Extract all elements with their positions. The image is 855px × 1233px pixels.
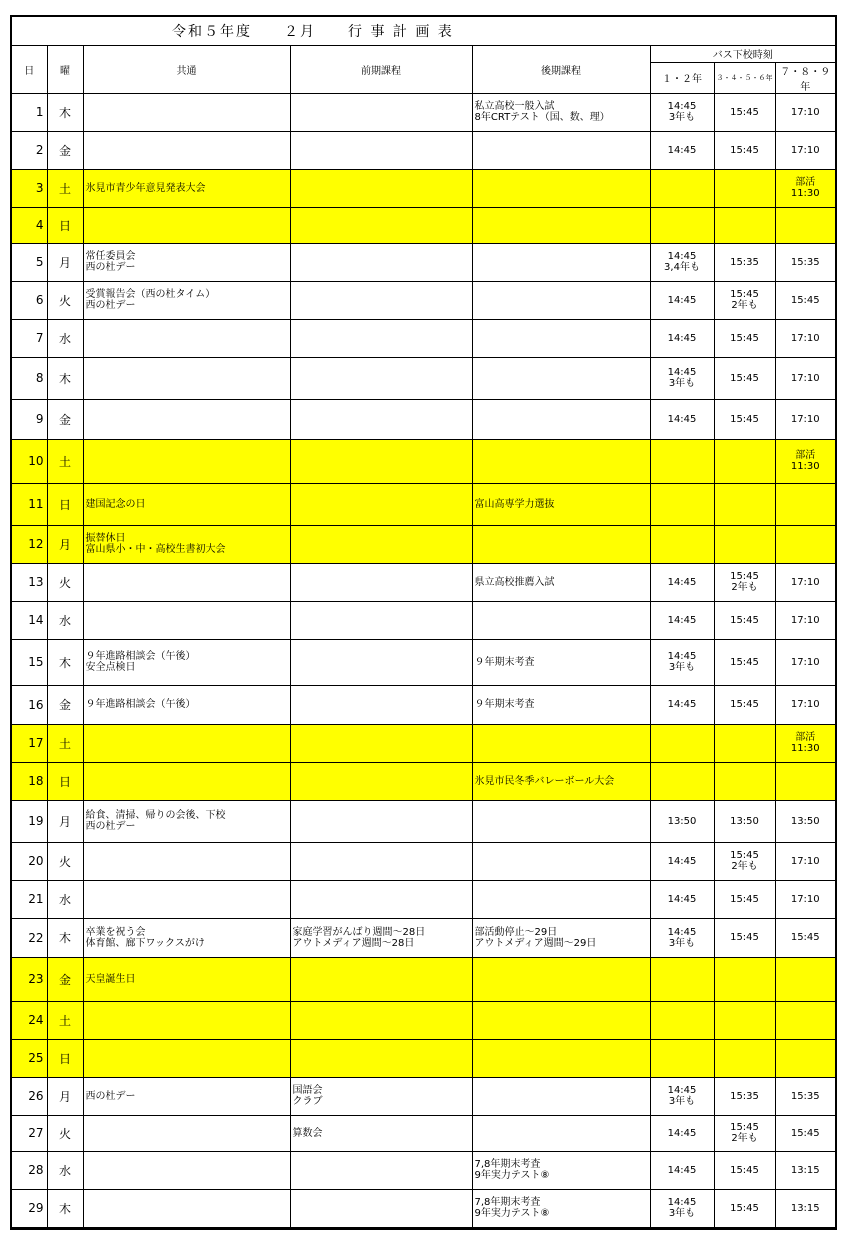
header-bus-grade789: ７・８・９年 xyxy=(775,62,835,93)
day-cell: 5 xyxy=(12,243,47,281)
bus-time-grade12: 14:45 3年も xyxy=(650,1189,714,1227)
day-cell: 26 xyxy=(12,1077,47,1115)
day-cell: 20 xyxy=(12,842,47,880)
early-course-cell xyxy=(290,563,472,601)
common-event-cell xyxy=(83,601,290,639)
common-event-cell xyxy=(83,724,290,762)
early-course-cell xyxy=(290,1039,472,1077)
late-course-cell: 7,8年期末考査 9年実力テスト⑧ xyxy=(472,1189,650,1227)
bus-time-grade789: 部活 11:30 xyxy=(775,439,835,483)
bus-time-grade12 xyxy=(650,957,714,1001)
bus-time-grade789: 17:10 xyxy=(775,399,835,439)
schedule-row xyxy=(12,601,835,639)
day-cell: 3 xyxy=(12,169,47,207)
weekday-cell: 木 xyxy=(47,1189,83,1227)
bus-time-grade3456: 15:45 xyxy=(714,131,775,169)
common-event-cell xyxy=(83,762,290,800)
bus-time-grade12 xyxy=(650,724,714,762)
schedule-row xyxy=(12,639,835,685)
bus-time-grade789: 13:15 xyxy=(775,1151,835,1189)
early-course-cell xyxy=(290,957,472,1001)
schedule-row xyxy=(12,918,835,957)
bus-time-grade789: 15:45 xyxy=(775,281,835,319)
weekday-cell: 土 xyxy=(47,724,83,762)
weekday-cell: 月 xyxy=(47,1077,83,1115)
early-course-cell xyxy=(290,1189,472,1227)
common-event-cell: ９年進路相談会（午後） 安全点検日 xyxy=(83,639,290,685)
weekday-cell: 土 xyxy=(47,439,83,483)
header-early: 前期課程 xyxy=(290,46,472,93)
early-course-cell xyxy=(290,439,472,483)
day-cell: 29 xyxy=(12,1189,47,1227)
late-course-cell xyxy=(472,169,650,207)
bus-time-grade789: 15:45 xyxy=(775,1115,835,1151)
bus-time-grade789: 13:15 xyxy=(775,1189,835,1227)
bus-time-grade12: 14:45 3年も xyxy=(650,1077,714,1115)
early-course-cell xyxy=(290,131,472,169)
weekday-cell: 木 xyxy=(47,357,83,399)
late-course-cell xyxy=(472,131,650,169)
schedule-sheet xyxy=(10,15,837,1230)
early-course-cell xyxy=(290,880,472,918)
header-day: 日 xyxy=(12,46,47,93)
bus-time-grade3456 xyxy=(714,169,775,207)
common-event-cell: 常任委員会 西の杜デー xyxy=(83,243,290,281)
day-cell: 7 xyxy=(12,319,47,357)
late-course-cell xyxy=(472,243,650,281)
bus-time-grade12 xyxy=(650,762,714,800)
common-event-cell: 天皇誕生日 xyxy=(83,957,290,1001)
bus-time-grade789: 15:45 xyxy=(775,918,835,957)
bus-time-grade3456: 15:45 xyxy=(714,685,775,724)
common-event-cell: 氷見市青少年意見発表大会 xyxy=(83,169,290,207)
bus-time-grade3456: 15:45 xyxy=(714,357,775,399)
bus-time-grade3456: 15:45 xyxy=(714,639,775,685)
bus-time-grade789 xyxy=(775,525,835,563)
weekday-cell: 月 xyxy=(47,525,83,563)
bus-time-grade789: 13:50 xyxy=(775,800,835,842)
bus-time-grade3456: 15:45 2年も xyxy=(714,281,775,319)
common-event-cell xyxy=(83,93,290,131)
weekday-cell: 水 xyxy=(47,880,83,918)
late-course-cell: 7,8年期末考査 9年実力テスト⑧ xyxy=(472,1151,650,1189)
common-event-cell xyxy=(83,1115,290,1151)
late-course-cell xyxy=(472,525,650,563)
early-course-cell xyxy=(290,1151,472,1189)
bus-time-grade3456: 15:35 xyxy=(714,1077,775,1115)
bus-time-grade789: 17:10 xyxy=(775,357,835,399)
day-cell: 13 xyxy=(12,563,47,601)
common-event-cell xyxy=(83,1151,290,1189)
schedule-row xyxy=(12,762,835,800)
bus-time-grade789: 17:10 xyxy=(775,563,835,601)
schedule-row xyxy=(12,957,835,1001)
late-course-cell: 私立高校一般入試 8年CRTテスト（国、数、理） xyxy=(472,93,650,131)
bus-time-grade12: 14:45 3年も xyxy=(650,357,714,399)
bus-time-grade3456: 13:50 xyxy=(714,800,775,842)
bus-time-grade3456 xyxy=(714,762,775,800)
late-course-cell xyxy=(472,1115,650,1151)
bus-time-grade3456: 15:45 xyxy=(714,601,775,639)
bus-time-grade789 xyxy=(775,957,835,1001)
weekday-cell: 木 xyxy=(47,918,83,957)
schedule-row xyxy=(12,1001,835,1039)
day-cell: 23 xyxy=(12,957,47,1001)
late-course-cell: 氷見市民冬季バレーボール大会 xyxy=(472,762,650,800)
bus-time-grade12 xyxy=(650,1001,714,1039)
early-course-cell xyxy=(290,357,472,399)
bus-time-grade789 xyxy=(775,483,835,525)
late-course-cell xyxy=(472,1001,650,1039)
weekday-cell: 木 xyxy=(47,639,83,685)
schedule-row xyxy=(12,243,835,281)
late-course-cell: ９年期末考査 xyxy=(472,685,650,724)
day-cell: 15 xyxy=(12,639,47,685)
day-cell: 1 xyxy=(12,93,47,131)
early-course-cell xyxy=(290,525,472,563)
bus-time-grade12: 14:45 3年も xyxy=(650,918,714,957)
weekday-cell: 水 xyxy=(47,601,83,639)
late-course-cell: 県立高校推薦入試 xyxy=(472,563,650,601)
day-cell: 17 xyxy=(12,724,47,762)
bus-time-grade789: 部活 11:30 xyxy=(775,724,835,762)
day-cell: 4 xyxy=(12,207,47,243)
early-course-cell: 家庭学習がんばり週間～28日 アウトメディア週間～28日 xyxy=(290,918,472,957)
bus-time-grade12: 14:45 3年も xyxy=(650,639,714,685)
early-course-cell xyxy=(290,243,472,281)
bus-time-grade3456: 15:45 xyxy=(714,319,775,357)
weekday-cell: 月 xyxy=(47,243,83,281)
day-cell: 19 xyxy=(12,800,47,842)
common-event-cell xyxy=(83,131,290,169)
schedule-row xyxy=(12,439,835,483)
common-event-cell xyxy=(83,880,290,918)
schedule-row xyxy=(12,357,835,399)
day-cell: 10 xyxy=(12,439,47,483)
weekday-cell: 日 xyxy=(47,483,83,525)
bus-time-grade12: 14:45 3,4年も xyxy=(650,243,714,281)
common-event-cell: 西の杜デー xyxy=(83,1077,290,1115)
late-course-cell xyxy=(472,724,650,762)
weekday-cell: 土 xyxy=(47,1001,83,1039)
day-cell: 28 xyxy=(12,1151,47,1189)
day-cell: 12 xyxy=(12,525,47,563)
early-course-cell xyxy=(290,169,472,207)
late-course-cell xyxy=(472,957,650,1001)
early-course-cell xyxy=(290,399,472,439)
day-cell: 2 xyxy=(12,131,47,169)
schedule-row xyxy=(12,1189,835,1227)
header-late: 後期課程 xyxy=(472,46,650,93)
schedule-table xyxy=(12,46,835,1228)
early-course-cell: 算数会 xyxy=(290,1115,472,1151)
day-cell: 14 xyxy=(12,601,47,639)
schedule-row xyxy=(12,525,835,563)
header-bus: バス下校時刻 xyxy=(650,46,835,62)
bus-time-grade789: 17:10 xyxy=(775,131,835,169)
late-course-cell xyxy=(472,601,650,639)
bus-time-grade12: 14:45 xyxy=(650,1151,714,1189)
late-course-cell xyxy=(472,399,650,439)
bus-time-grade3456: 15:45 xyxy=(714,918,775,957)
late-course-cell: ９年期末考査 xyxy=(472,639,650,685)
early-course-cell xyxy=(290,639,472,685)
weekday-cell: 土 xyxy=(47,169,83,207)
day-cell: 9 xyxy=(12,399,47,439)
bus-time-grade12 xyxy=(650,525,714,563)
weekday-cell: 日 xyxy=(47,207,83,243)
bus-time-grade12 xyxy=(650,439,714,483)
bus-time-grade789: 17:10 xyxy=(775,639,835,685)
schedule-row xyxy=(12,1077,835,1115)
weekday-cell: 金 xyxy=(47,685,83,724)
bus-time-grade789: 17:10 xyxy=(775,685,835,724)
bus-time-grade3456 xyxy=(714,525,775,563)
bus-time-grade3456 xyxy=(714,1001,775,1039)
weekday-cell: 日 xyxy=(47,762,83,800)
early-course-cell xyxy=(290,207,472,243)
late-course-cell xyxy=(472,207,650,243)
day-cell: 11 xyxy=(12,483,47,525)
bus-time-grade3456: 15:45 xyxy=(714,1189,775,1227)
weekday-cell: 水 xyxy=(47,1151,83,1189)
day-cell: 18 xyxy=(12,762,47,800)
schedule-row xyxy=(12,1039,835,1077)
late-course-cell: 部活動停止～29日 アウトメディア週間～29日 xyxy=(472,918,650,957)
bus-time-grade789: 17:10 xyxy=(775,93,835,131)
early-course-cell xyxy=(290,800,472,842)
early-course-cell xyxy=(290,842,472,880)
late-course-cell xyxy=(472,357,650,399)
schedule-row xyxy=(12,483,835,525)
bus-time-grade12: 14:45 xyxy=(650,281,714,319)
bus-time-grade12: 14:45 xyxy=(650,319,714,357)
late-course-cell xyxy=(472,842,650,880)
bus-time-grade12 xyxy=(650,207,714,243)
bus-time-grade3456 xyxy=(714,1039,775,1077)
early-course-cell xyxy=(290,724,472,762)
header-bus-grade3456: ３・４・５・６年 xyxy=(714,62,775,93)
day-cell: 6 xyxy=(12,281,47,319)
bus-time-grade12: 14:45 xyxy=(650,131,714,169)
bus-time-grade12 xyxy=(650,169,714,207)
bus-time-grade789 xyxy=(775,1001,835,1039)
bus-time-grade3456: 15:45 xyxy=(714,93,775,131)
common-event-cell: 卒業を祝う会 体育館、廊下ワックスがけ xyxy=(83,918,290,957)
bus-time-grade12: 14:45 xyxy=(650,685,714,724)
common-event-cell xyxy=(83,842,290,880)
schedule-row xyxy=(12,685,835,724)
schedule-row xyxy=(12,319,835,357)
bus-time-grade3456 xyxy=(714,724,775,762)
bus-time-grade12: 14:45 xyxy=(650,842,714,880)
day-cell: 21 xyxy=(12,880,47,918)
late-course-cell xyxy=(472,439,650,483)
header-dow: 曜 xyxy=(47,46,83,93)
common-event-cell xyxy=(83,439,290,483)
early-course-cell xyxy=(290,685,472,724)
schedule-row xyxy=(12,724,835,762)
bus-time-grade12: 14:45 xyxy=(650,1115,714,1151)
common-event-cell xyxy=(83,1039,290,1077)
early-course-cell xyxy=(290,1001,472,1039)
common-event-cell xyxy=(83,399,290,439)
bus-time-grade3456: 15:45 2年も xyxy=(714,563,775,601)
weekday-cell: 月 xyxy=(47,800,83,842)
early-course-cell xyxy=(290,281,472,319)
schedule-row xyxy=(12,842,835,880)
weekday-cell: 金 xyxy=(47,399,83,439)
day-cell: 27 xyxy=(12,1115,47,1151)
bus-time-grade3456: 15:45 2年も xyxy=(714,1115,775,1151)
weekday-cell: 日 xyxy=(47,1039,83,1077)
late-course-cell xyxy=(472,1039,650,1077)
bus-time-grade3456: 15:45 xyxy=(714,1151,775,1189)
bus-time-grade3456 xyxy=(714,207,775,243)
bus-time-grade3456: 15:45 xyxy=(714,399,775,439)
common-event-cell: 建国記念の日 xyxy=(83,483,290,525)
common-event-cell xyxy=(83,357,290,399)
common-event-cell: 給食、清掃、帰りの会後、下校 西の杜デー xyxy=(83,800,290,842)
bus-time-grade789: 17:10 xyxy=(775,319,835,357)
weekday-cell: 金 xyxy=(47,957,83,1001)
bus-time-grade12: 14:45 xyxy=(650,880,714,918)
schedule-row xyxy=(12,131,835,169)
bus-time-grade12: 14:45 xyxy=(650,399,714,439)
common-event-cell xyxy=(83,1189,290,1227)
bus-time-grade789: 部活 11:30 xyxy=(775,169,835,207)
bus-time-grade789 xyxy=(775,207,835,243)
day-cell: 25 xyxy=(12,1039,47,1077)
bus-time-grade3456: 15:45 2年も xyxy=(714,842,775,880)
bus-time-grade12: 13:50 xyxy=(650,800,714,842)
header-bus-grade12: １・２年 xyxy=(650,62,714,93)
day-cell: 22 xyxy=(12,918,47,957)
day-cell: 24 xyxy=(12,1001,47,1039)
common-event-cell xyxy=(83,563,290,601)
bus-time-grade789: 17:10 xyxy=(775,842,835,880)
bus-time-grade3456: 15:35 xyxy=(714,243,775,281)
common-event-cell: 振替休日 富山県小・中・高校生書初大会 xyxy=(83,525,290,563)
early-course-cell xyxy=(290,319,472,357)
schedule-body xyxy=(12,93,835,1227)
bus-time-grade12 xyxy=(650,483,714,525)
schedule-row xyxy=(12,1151,835,1189)
day-cell: 8 xyxy=(12,357,47,399)
day-cell: 16 xyxy=(12,685,47,724)
early-course-cell xyxy=(290,483,472,525)
bus-time-grade789: 17:10 xyxy=(775,601,835,639)
header-common: 共通 xyxy=(83,46,290,93)
title-bar xyxy=(12,17,835,46)
bus-time-grade789 xyxy=(775,762,835,800)
schedule-row xyxy=(12,207,835,243)
common-event-cell xyxy=(83,207,290,243)
schedule-row xyxy=(12,1115,835,1151)
bus-time-grade12: 14:45 3年も xyxy=(650,93,714,131)
bus-time-grade12: 14:45 xyxy=(650,563,714,601)
schedule-row xyxy=(12,169,835,207)
bus-time-grade3456: 15:45 xyxy=(714,880,775,918)
weekday-cell: 火 xyxy=(47,563,83,601)
early-course-cell xyxy=(290,601,472,639)
schedule-row xyxy=(12,93,835,131)
common-event-cell xyxy=(83,1001,290,1039)
weekday-cell: 火 xyxy=(47,1115,83,1151)
bus-time-grade3456 xyxy=(714,957,775,1001)
late-course-cell xyxy=(472,281,650,319)
late-course-cell: 富山高専学力選抜 xyxy=(472,483,650,525)
weekday-cell: 火 xyxy=(47,281,83,319)
common-event-cell xyxy=(83,319,290,357)
early-course-cell xyxy=(290,93,472,131)
schedule-row xyxy=(12,563,835,601)
schedule-row xyxy=(12,800,835,842)
bus-time-grade3456 xyxy=(714,439,775,483)
page-title: 令和５年度 ２月 行 事 計 画 表 xyxy=(172,24,454,40)
bus-time-grade3456 xyxy=(714,483,775,525)
late-course-cell xyxy=(472,1077,650,1115)
common-event-cell: ９年進路相談会（午後） xyxy=(83,685,290,724)
late-course-cell xyxy=(472,880,650,918)
early-course-cell: 国語会 クラブ xyxy=(290,1077,472,1115)
bus-time-grade12 xyxy=(650,1039,714,1077)
late-course-cell xyxy=(472,800,650,842)
common-event-cell: 受賞報告会（西の杜タイム） 西の杜デー xyxy=(83,281,290,319)
bus-time-grade789: 15:35 xyxy=(775,243,835,281)
bus-time-grade12: 14:45 xyxy=(650,601,714,639)
weekday-cell: 木 xyxy=(47,93,83,131)
schedule-row xyxy=(12,399,835,439)
schedule-row xyxy=(12,880,835,918)
bus-time-grade789 xyxy=(775,1039,835,1077)
schedule-row xyxy=(12,281,835,319)
early-course-cell xyxy=(290,762,472,800)
weekday-cell: 水 xyxy=(47,319,83,357)
weekday-cell: 金 xyxy=(47,131,83,169)
weekday-cell: 火 xyxy=(47,842,83,880)
late-course-cell xyxy=(472,319,650,357)
bus-time-grade789: 15:35 xyxy=(775,1077,835,1115)
bus-time-grade789: 17:10 xyxy=(775,880,835,918)
